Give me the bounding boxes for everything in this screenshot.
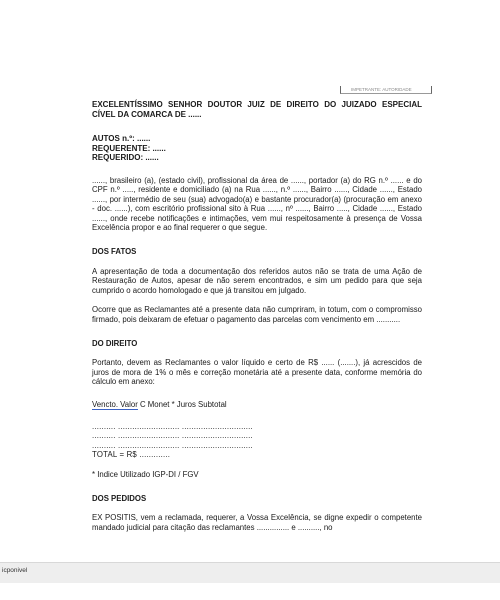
fatos-paragraph-1: A apresentação de toda a documentação dos referidos autos não se trata de uma Ação de Restauração de Autos, apesar de não serem encontrados, e sim um pedido para que seja cumprido o acordo homologado e que já transitou em julgado. [92,266,422,295]
case-number: AUTOS n.º: ...... [92,134,151,143]
table-row: .......... .......................... .............................. [92,440,253,450]
defendant-line: REQUERIDO: ...... [92,153,159,162]
table-row: .......... .......................... .............................. [92,431,253,441]
total-line: TOTAL = R$ ............. [92,450,171,460]
section-title-fatos: DOS FATOS [92,247,137,257]
bottom-bar-label[interactable]: icponivel [2,567,28,574]
document-header-tag: IMPETRANTE: AUTORIDADE [340,86,432,94]
section-title-direito: DO DIREITO [92,338,138,348]
case-caption [92,134,422,163]
intro-paragraph: ......, brasileiro (a), (estado civil), profissional da área de ......, portador (a) do RG n.º ...... e do CPF n.º ....., residente e domiciliado (a) na Rua ......, n.º ......, Bairro ......, Cidade ......, Estado ......, por intermédio de seu (sua) advogado(a) e bastante procurador(a) (procuração em anexo - doc. ......), com escritório profissional sito à Rua ......, nº ......, Bairro ....., Cidade ......, Estado ......, onde recebe notificações e intimações, vem mui respeitosamente à presença de Vossa Excelência propor e ao final requerer o que segue. [92,175,422,233]
table-header-rest: C Monet * Juros Subtotal [137,400,227,409]
bottom-bar [0,562,500,583]
document-heading: EXCELENTÍSSIMO SENHOR DOUTOR JUIZ DE DIREITO DO JUIZADO ESPECIAL CÍVEL DA COMARCA DE ...... [92,100,422,119]
pedidos-paragraph-1: EX POSITIS, vem a reclamada, requerer, a Vossa Excelência, se digne expedir o competente mandado judicial para citação das reclamantes ............... e .........., no [92,513,422,532]
document-page [92,100,422,532]
calculation-rows [92,422,422,460]
section-title-pedidos: DOS PEDIDOS [92,493,147,503]
calculation-table-header [92,400,422,410]
direito-paragraph-1: Portanto, devem as Reclamantes o valor líquido e certo de R$ ...... (.......), já acrescidos de juros de mora de 1% o mês e correção monetária até a presente data, conforme memória do cálculo em anexo: [92,358,422,387]
fatos-paragraph-2: Ocorre que as Reclamantes até a presente data não cumpriram, in totum, com o compromisso firmado, pois deixaram de efetuar o pagamento das parcelas com vencimento em ........... [92,305,422,325]
plaintiff-line: REQUERENTE: ...... [92,143,166,153]
index-footnote: * Indice Utilizado IGP-DI / FGV [92,469,199,479]
table-row: .......... .......................... .............................. [92,421,253,431]
table-header-underlined: Vencto. Valor [92,400,138,409]
